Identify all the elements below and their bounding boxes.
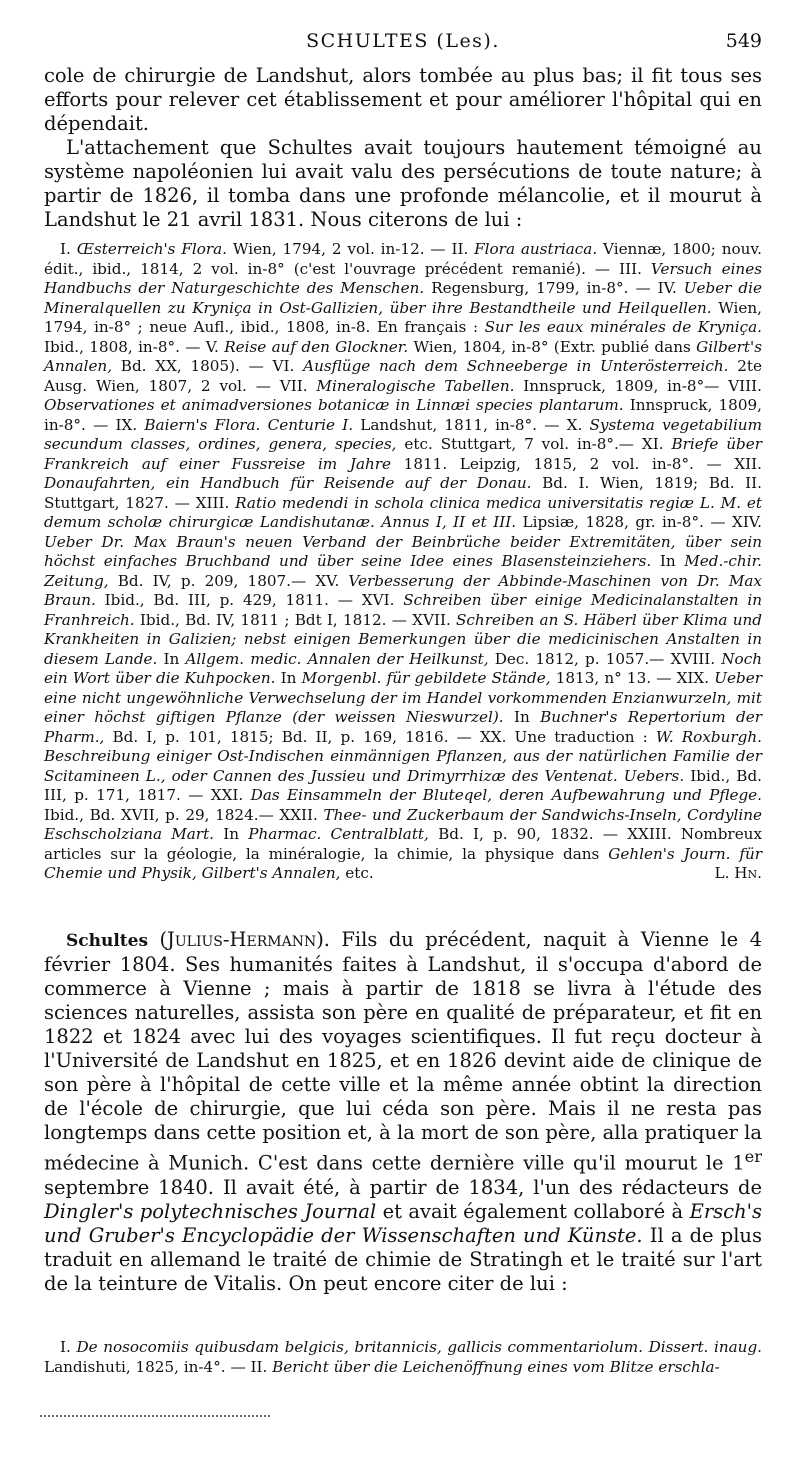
footer-dotted-rule xyxy=(40,1415,270,1417)
bibliography-second xyxy=(44,1338,762,1377)
intro-text xyxy=(44,64,762,232)
bibliography-paragraph: I. De nosocomiis quibusdam belgicis, britannicis, gallicis commentariolum. Dissert. inaug. Landishuti, 1825, in-4°. — II. Bericht über die Leichenöffnung eines vom Blitze erschla- xyxy=(44,1338,763,1376)
entry-paragraph: Schultes (Julius-Hermann). Fils du précédent, naquit à Vienne le 4 février 1804. Ses humanités faites à Landshut, il s'occupa d'abord de commerce à Vienne ; mais à partir de 1818 se livra à l'étude des sciences naturelles, assista son père en qualité de préparateur, et fit en 1822 et 1824 avec lui des voyages scientifiques. Il fut reçu docteur à l'Université de Landshut en 1825, et en 1826 devint aide de clinique de son père à l'hôpital de cette ville et la même année obtint la direction de l'école de chirurgie, que lui céda son père. Mais il ne resta pas longtemps dans cette position et, à la mort de son père, alla pratiquer la médecine à Munich. C'est dans cette dernière ville qu'il mourut le 1er septembre 1840. Il avait été, à partir de 1834, l'un des rédacteurs de Dingler's polytechnisches Journal et avait également collaboré à Ersch's und Gruber's Encyclopädie der Wissenschaften und Künste. Il a de plus traduit en allemand le traité de chimie de Stratingh et le traité sur l'art de la teinture de Vitalis. On peut encore citer de lui : xyxy=(44,928,762,1295)
intro-paragraph-second: L'attachement que Schultes avait toujours hautement témoigné au système napoléonien lui avait valu des persécutions de toute nature; à partir de 1826, il tomba dans une profonde mélancolie, et il mourut à Landshut le 21 avril 1831. Nous citerons de lui : xyxy=(44,136,762,231)
page-header xyxy=(44,30,762,56)
author-signature: L. Hn. xyxy=(714,864,762,882)
entry-julius-hermann xyxy=(44,928,762,1296)
intro-paragraph-continuation: cole de chirurgie de Landshut, alors tombée au plus bas; il fit tous ses efforts pour relever cet établissement et pour améliorer l'hôpital qui en dépendait. xyxy=(44,64,762,135)
page-number: 549 xyxy=(725,30,762,52)
entry-headword: Schultes xyxy=(66,931,149,951)
bibliography-paragraph: I. Œsterreich's Flora. Wien, 1794, 2 vol. in-12. — II. Flora austriaca. Viennæ, 1800; nouv. édit., ibid., 1814, 2 vol. in-8° (c'est l'ouvrage précédent remanié). — III. Versuch eines Handbuchs der Naturgeschichte des Menschen. Regensburg, 1799, in-8°. — IV. Ueber die Mineralquellen zu Kryniça in Ost-Gallizien, über ihre Bestandtheile und Heilquellen. Wien, 1794, in-8° ; neue Aufl., ibid., 1808, in-8. En français : Sur les eaux minérales de Kryniça. Ibid., 1808, in-8°. — V. Reise auf den Glockner. Wien, 1804, in-8° (Extr. publié dans Gilbert's Annalen, Bd. XX, 1805). — VI. Ausflüge nach dem Schneeberge in Unterösterreich. 2te Ausg. Wien, 1807, 2 vol. — VII. Mineralogische Tabellen. Innspruck, 1809, in-8°— VIII. Observationes et animadversiones botanicæ in Linnæi species plantarum. Innspruck, 1809, in-8°. — IX. Baiern's Flora. Centurie I. Landshut, 1811, in-8°. — X. Systema vegetabilium secundum classes, ordines, genera, species, etc. Stuttgart, 7 vol. in-8°.— XI. Briefe über Frankreich auf einer Fussreise im Jahre 1811. Leipzig, 1815, 2 vol. in-8°. — XII. Donaufahrten, ein Handbuch für Reisende auf der Donau. Bd. I. Wien, 1819; Bd. II. Stuttgart, 1827. — XIII. Ratio medendi in schola clinica medica universitatis regiæ L. M. et demum scholæ chirurgicæ Landishutanæ. Annus I, II et III. Lipsiæ, 1828, gr. in-8°. — XIV. Ueber Dr. Max Braun's neuen Verband der Beinbrüche beider Extremitäten, über sein höchst einfaches Bruchband und über seine Idee eines Blasensteinziehers. In Med.-chir. Zeitung, Bd. IV, p. 209, 1807.— XV. Verbesserung der Abbinde-Maschinen von Dr. Max Braun. Ibid., Bd. III, p. 429, 1811. — XVI. Schreiben über einige Medicinalanstalten in Franhreich. Ibid., Bd. IV, 1811 ; Bdt I, 1812. — XVII. Schreiben an S. Häberl über Klima und Krankheiten in Galizien; nebst einigen Bemerkungen über die medicinischen Anstalten in diesem Lande. In Allgem. medic. Annalen der Heilkunst, Dec. 1812, p. 1057.— XVIII. Noch ein Wort über die Kuhpocken. In Morgenbl. für gebildete Stände, 1813, n° 13. — XIX. Ueber eine nicht ungewöhnliche Verwechselung der im Handel vorkommenden Enzianwurzeln, mit einer höchst giftigen Pflanze (der weissen Nieswurzel). In Buchner's Repertorium der Pharm., Bd. I, p. 101, 1815; Bd. II, p. 169, 1816. — XX. Une traduction : W. Roxburgh. Beschreibung einiger Ost-Indischen einmännigen Pflanzen, aus der natürlichen Familie der Scitamineen L., oder Cannen des Jussieu und Drimyrrhizæ des Ventenat. Uebers. Ibid., Bd. III, p. 171, 1817. — XXI. Das Einsammeln der Bluteqel, deren Aufbewahrung und Pflege. Ibid., Bd. XVII, p. 29, 1824.— XXII. Thee- und Zuckerbaum der Sandwichs-Inseln, Cordyline Eschscholziana Mart. In Pharmac. Centralblatt, Bd. I, p. 90, 1832. — XXIII. Nombreux articles sur la géologie, la minéralogie, la chimie, la physique dans Gehlen's Journ. für Chemie und Physik, Gilbert's Annalen, etc. L. Hn. xyxy=(44,240,763,882)
entry-given-names: (Julius-Hermann). xyxy=(159,928,330,951)
running-head: SCHULTES (Les). xyxy=(306,30,500,52)
bibliography-first xyxy=(44,240,762,884)
